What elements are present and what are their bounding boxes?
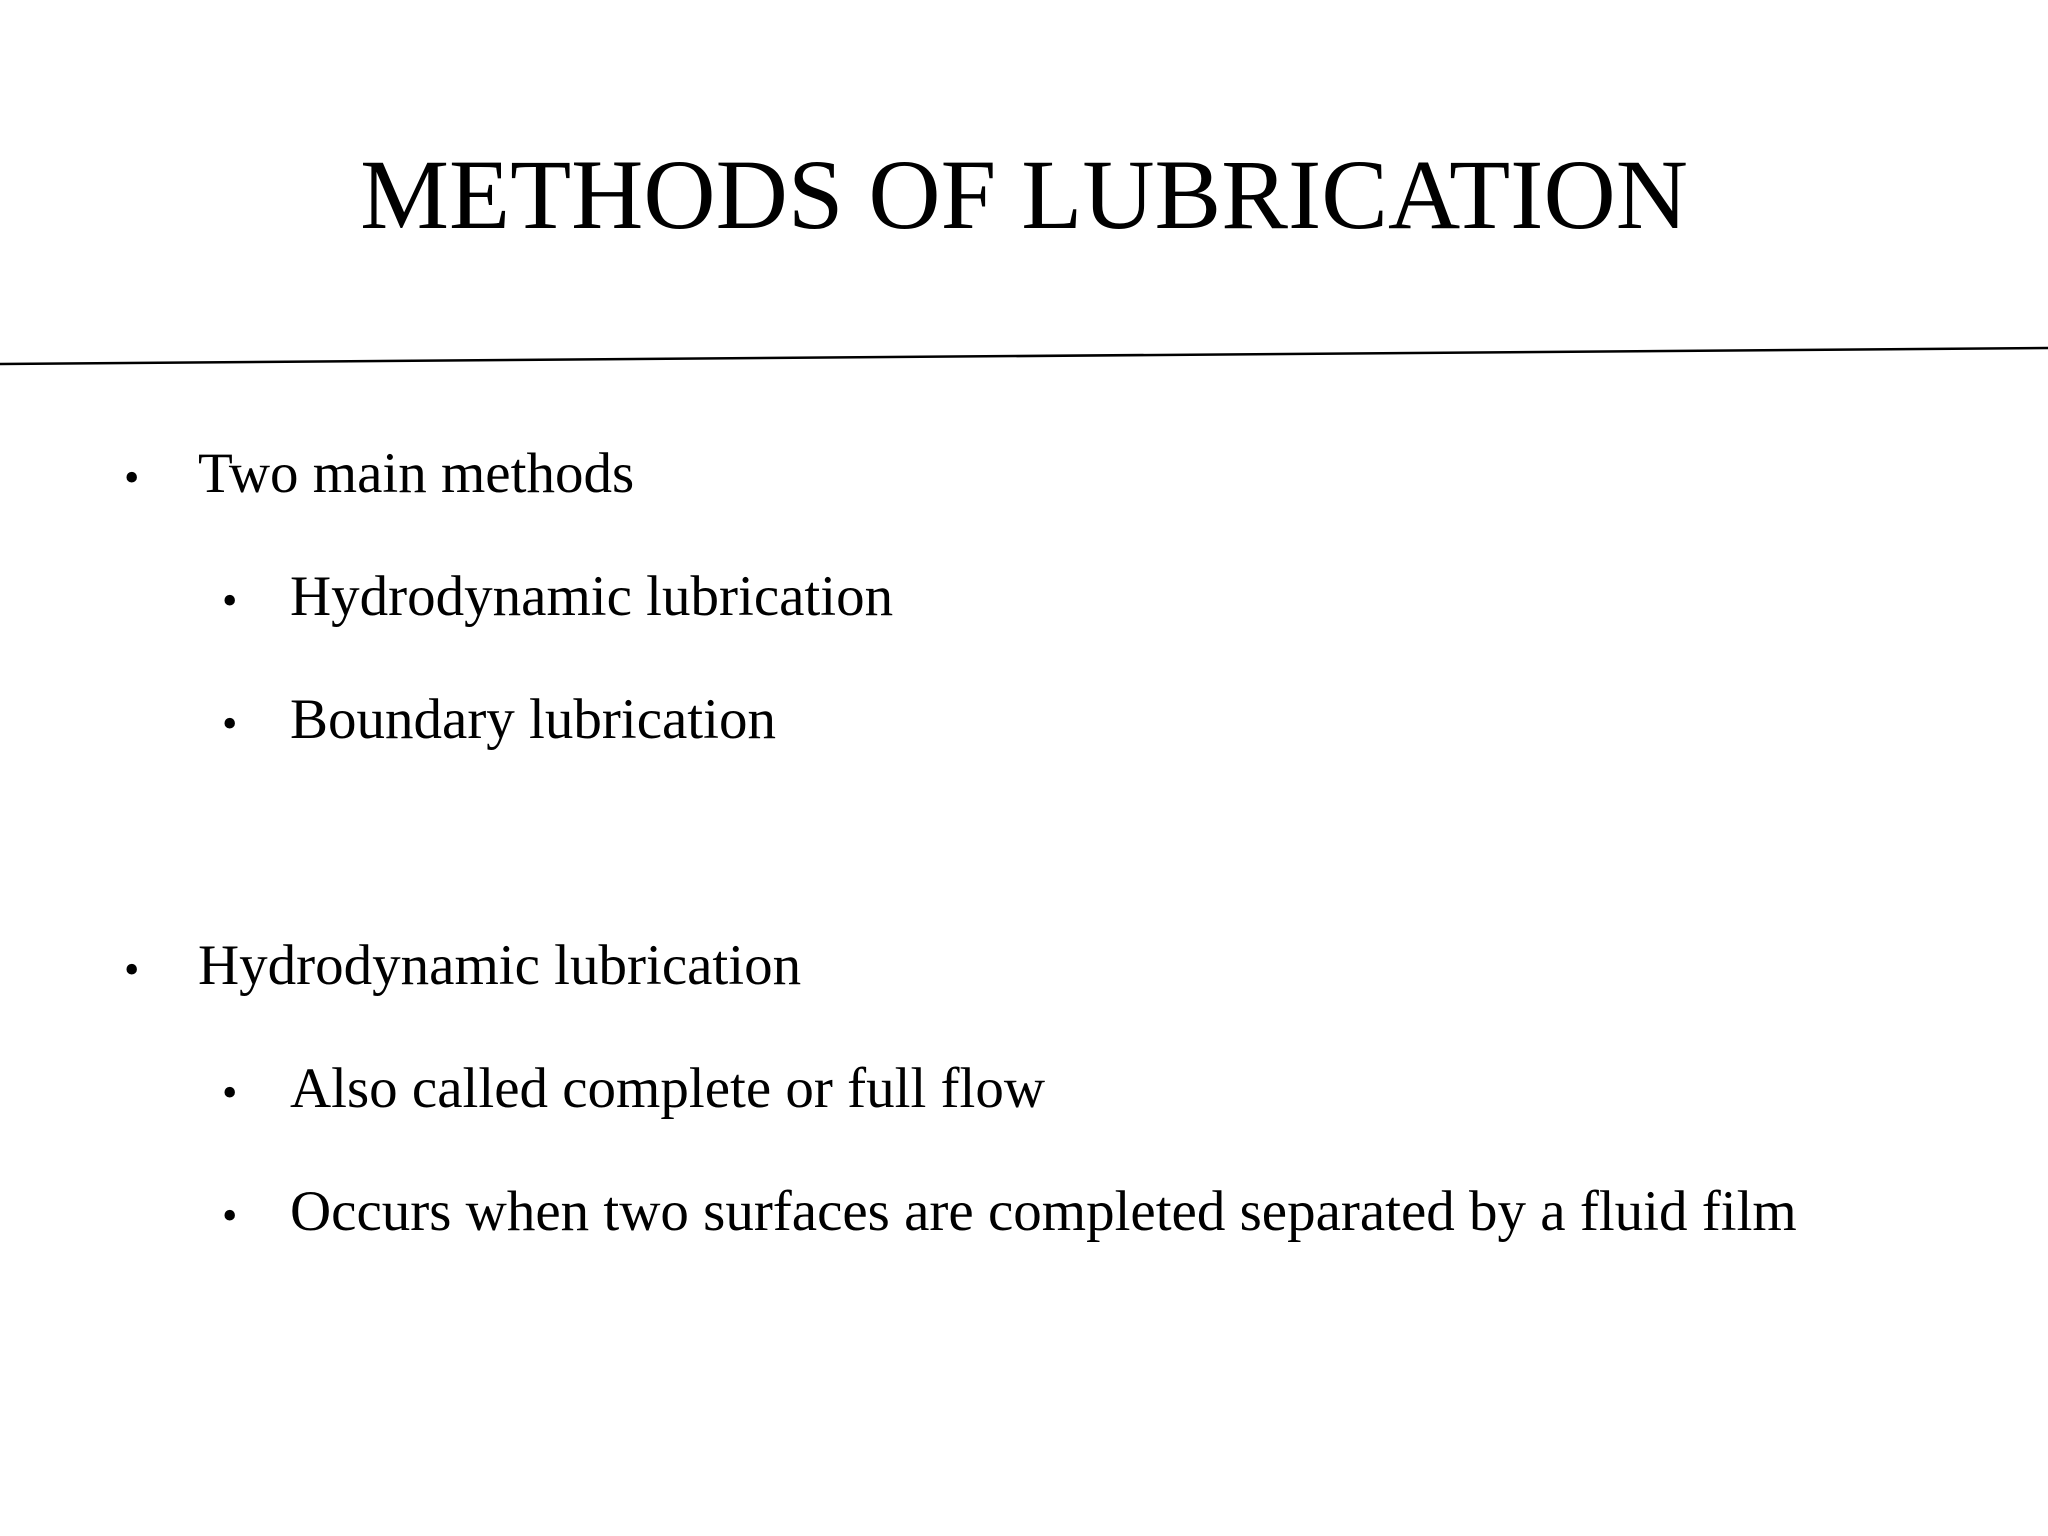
bullet-text: Two main methods [198,442,635,505]
slide-title: METHODS OF LUBRICATION [360,139,1688,250]
bullet-item-level2: • Also called complete or full flow [222,1055,1045,1127]
bullet-item-level1: • Hydrodynamic lubrication [124,932,801,1004]
bullet-text: Hydrodynamic lubrication [198,934,802,997]
bullet-item-level2: • Occurs when two surfaces are completed separated by a fluid film [222,1178,1797,1250]
bullet-text: Also called complete or full flow [290,1057,1046,1120]
bullet-item-level2: • Hydrodynamic lubrication [222,563,893,635]
title-divider-line [0,340,2048,370]
bullet-item-level2: • Boundary lubrication [222,686,776,758]
bullet-text: Hydrodynamic lubrication [290,565,894,628]
bullet-text: Occurs when two surfaces are completed separated by a fluid film [290,1180,1797,1243]
bullet-item-level1: • Two main methods [124,440,634,512]
bullet-text: Boundary lubrication [290,688,776,751]
